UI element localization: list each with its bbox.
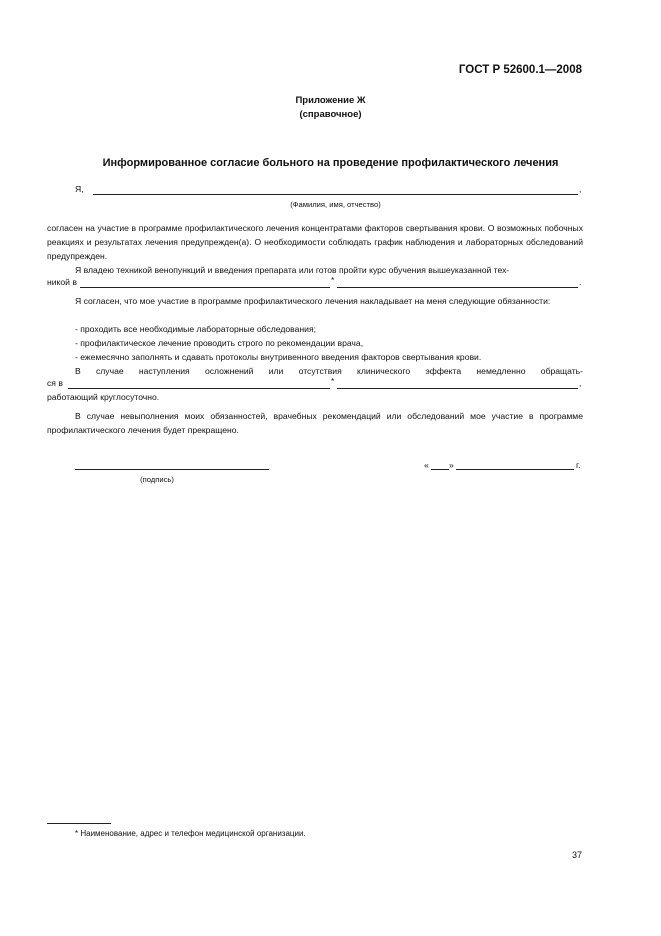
paragraph-complications-line1: В случае наступления осложнений или отсутствия клинического эффекта немедленно обращать- [75,366,583,376]
paragraph-consent: согласен на участие в программе профилактического лечения концентратами факторов свертывания крови. О возможных побочных реакциях и результатах лечения предупрежден(а). О необходимости соблюдать график наблюдения и лабораторных обследований предупрежден. [47,223,583,261]
page-number: 37 [571,850,582,860]
footnote-star-2: * [331,376,335,386]
footnote-text: * Наименование, адрес и телефон медицинской организации. [75,829,306,838]
footnote-divider [47,823,111,824]
ya-line-comma: , [579,184,582,194]
list-item: - проходить все необходимые лабораторные обследования; [75,324,316,334]
document-title: Информированное согласие больного на проведение профилактического лечения [102,157,559,169]
signature-line[interactable] [75,469,269,470]
date-close-quote: » [449,460,454,470]
date-open-quote: « [424,460,429,470]
ya-label: Я, [75,184,84,194]
clinic-line-2[interactable] [337,388,578,389]
date-year-suffix: г. [576,460,581,470]
standard-number: ГОСТ Р 52600.1—2008 [458,64,582,76]
clinic-line-1[interactable] [68,388,330,389]
complications-prefix: ся в [47,378,63,388]
complications-comma: , [579,378,582,388]
patient-name-line[interactable] [93,194,578,195]
paragraph-technique-prefix: никой в [47,277,77,287]
training-org-line-2[interactable] [337,287,578,288]
paragraph-complications-line3: работающий круглосуточно. [47,392,160,402]
technique-period: . [579,277,582,287]
list-item: - профилактическое лечение проводить строго по рекомендации врача, [75,338,364,348]
list-item: - ежемесячно заполнять и сдавать протоколы внутривенного введения факторов свертывания крови. [75,352,482,362]
appendix-subtitle: (справочное) [299,109,362,120]
name-caption: (Фамилия, имя, отчество) [290,200,381,209]
paragraph-technique-line1: Я владею техникой венопункций и введения препарата или готов пройти курс обучения вышеуказанной тех- [75,265,510,275]
appendix-title: Приложение Ж [295,95,366,106]
signature-caption: (подпись) [140,475,174,484]
training-org-line-1[interactable] [80,287,330,288]
paragraph-obligations: Я согласен, что мое участие в программе профилактического лечения накладывает на меня следующие обязанности: [75,296,551,306]
date-day-line[interactable] [431,469,449,470]
footnote-star: * [331,275,335,285]
paragraph-termination: В случае невыполнения моих обязанностей, врачебных рекомендаций или обследований мое участие в программе профилактического лечения будет прекращено. [47,411,583,435]
date-month-year-line[interactable] [456,469,574,470]
